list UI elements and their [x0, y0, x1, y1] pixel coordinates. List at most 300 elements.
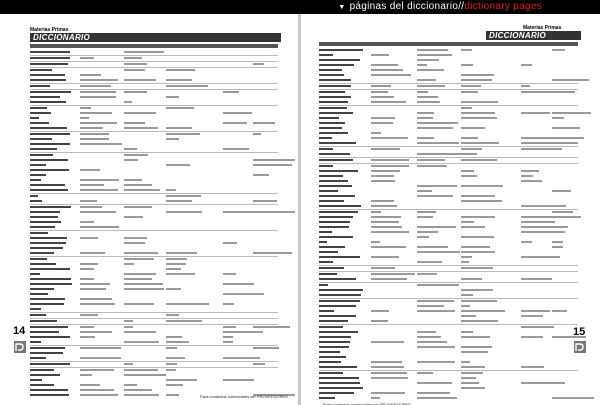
table-cell	[319, 175, 343, 177]
table-cell	[124, 320, 133, 322]
table-cell	[80, 336, 95, 338]
table-cell	[417, 382, 451, 384]
table-cell	[319, 137, 332, 139]
table-cell	[461, 320, 497, 322]
table-cell	[371, 69, 403, 71]
table-cell	[461, 315, 475, 317]
table-cell	[371, 159, 409, 161]
table-cell	[253, 363, 265, 365]
table-cell	[319, 387, 363, 389]
table-cell	[552, 91, 575, 93]
table-cell	[319, 85, 351, 87]
table-cell	[461, 361, 470, 363]
table-cell	[80, 122, 118, 124]
table-cell	[417, 85, 444, 87]
table-cell	[319, 331, 358, 333]
table-cell	[461, 200, 502, 202]
table-cell	[124, 384, 137, 386]
table-cell	[417, 69, 444, 71]
table-cell	[124, 79, 156, 81]
section-title-en: dictionary pages	[464, 1, 542, 12]
table-cell	[30, 117, 39, 119]
table-cell	[461, 159, 497, 161]
table-cell	[319, 190, 338, 192]
table-cell	[30, 303, 64, 305]
table-cell	[371, 122, 394, 124]
table-cell	[166, 133, 199, 135]
table-cell	[461, 278, 482, 280]
table-cell	[371, 200, 394, 202]
table-cell	[124, 331, 155, 333]
table-cell	[30, 357, 46, 359]
table-cell	[319, 397, 335, 399]
table-cell	[30, 283, 72, 285]
table-cell	[30, 91, 71, 93]
section-title-es: páginas del diccionario	[349, 1, 459, 12]
table-cell	[166, 189, 175, 191]
table-cell	[417, 284, 459, 286]
table-cell	[166, 379, 197, 381]
table-cell	[80, 369, 114, 371]
table-cell	[166, 263, 185, 265]
table-cell	[223, 242, 236, 244]
table-cell	[319, 336, 351, 338]
table-cell	[371, 241, 380, 243]
table-cell	[371, 273, 415, 275]
table-cell	[124, 258, 154, 260]
table-cell	[319, 356, 346, 358]
table-cell	[30, 159, 68, 161]
page-title: DICCIONARIO	[30, 33, 281, 42]
table-cell	[552, 216, 581, 218]
table-cell	[30, 384, 54, 386]
table-cell	[30, 107, 47, 109]
table-cell	[30, 326, 68, 328]
table-cell	[461, 170, 473, 172]
table-cell	[552, 117, 564, 119]
table-cell	[521, 241, 532, 243]
column-header-bar	[30, 44, 278, 48]
table-cell	[552, 310, 567, 312]
table-cell	[166, 85, 207, 87]
table-cell	[30, 232, 48, 234]
table-cell	[371, 175, 394, 177]
table-cell	[461, 377, 476, 379]
table-cell	[166, 79, 192, 81]
table-cell	[319, 346, 349, 348]
table-cell	[319, 195, 355, 197]
table-cell	[223, 341, 233, 343]
table-cell	[80, 133, 109, 135]
table-cell	[461, 251, 495, 253]
table-cell	[417, 54, 452, 56]
table-cell	[319, 315, 356, 317]
table-cell	[30, 226, 55, 228]
table-cell	[417, 397, 457, 399]
table-cell	[80, 384, 101, 386]
table-cell	[80, 127, 104, 129]
table-cell	[371, 310, 390, 312]
table-cell	[30, 101, 66, 103]
table-cell	[223, 148, 249, 150]
table-cell	[371, 278, 407, 280]
table-cell	[124, 288, 164, 290]
table-cell	[223, 211, 255, 213]
table-cell	[319, 392, 354, 394]
table-cell	[461, 148, 482, 150]
table-cell	[461, 112, 495, 114]
table-cell	[319, 294, 361, 296]
table-cell	[417, 261, 442, 263]
table-cell	[30, 331, 59, 333]
table-cell	[552, 137, 584, 139]
table-cell	[371, 96, 394, 98]
table-cell	[80, 303, 115, 305]
table-cell	[461, 117, 496, 119]
table-cell	[80, 200, 97, 202]
table-cell	[461, 64, 473, 66]
table-cell	[166, 347, 176, 349]
table-cell	[417, 236, 428, 238]
table-cell	[461, 216, 495, 218]
table-cell	[166, 258, 187, 260]
table-cell	[417, 273, 437, 275]
table-cell	[461, 195, 495, 197]
table-cell	[417, 185, 457, 187]
table-cell	[461, 153, 477, 155]
table-cell	[417, 79, 435, 81]
table-cell	[417, 101, 439, 103]
table-cell	[552, 127, 580, 129]
table-cell	[319, 91, 345, 93]
table-cell	[30, 51, 70, 53]
table-cell	[371, 372, 407, 374]
table-cell	[319, 226, 349, 228]
table-cell	[30, 308, 41, 310]
table-cell	[521, 221, 555, 223]
table-cell	[80, 179, 120, 181]
table-cell	[124, 374, 166, 376]
table-cell	[166, 384, 182, 386]
table-cell	[124, 206, 152, 208]
table-cell	[371, 74, 411, 76]
table-cell	[371, 341, 404, 343]
table-cell	[319, 273, 337, 275]
table-cell	[30, 85, 50, 87]
table-cell	[166, 252, 197, 254]
table-cell	[319, 300, 360, 302]
table-cell	[319, 320, 348, 322]
table-cell	[166, 200, 192, 202]
table-cell	[319, 310, 334, 312]
table-cell	[80, 226, 119, 228]
table-cell	[223, 331, 254, 333]
table-cell	[319, 148, 333, 150]
table-cell	[30, 352, 63, 354]
table-cell	[461, 294, 472, 296]
table-cell	[461, 256, 471, 258]
table-cell	[521, 310, 550, 312]
table-cell	[371, 101, 406, 103]
table-cell	[223, 91, 238, 93]
table-cell	[30, 189, 68, 191]
table-cell	[124, 91, 147, 93]
table-cell	[124, 237, 146, 239]
table-cell	[166, 357, 185, 359]
table-cell	[319, 122, 345, 124]
table-cell	[80, 331, 112, 333]
table-cell	[319, 79, 351, 81]
table-cell	[223, 336, 233, 338]
table-cell	[461, 236, 493, 238]
table-cell	[552, 49, 565, 51]
table-cell	[124, 63, 147, 65]
table-cell	[417, 310, 454, 312]
table-cell	[30, 63, 68, 65]
table-cell	[371, 132, 381, 134]
table-cell	[30, 96, 60, 98]
table-cell	[124, 389, 152, 391]
table-cell	[521, 256, 560, 258]
table-cell	[124, 51, 163, 53]
publisher-logo-icon	[574, 341, 586, 353]
table-cell	[371, 170, 400, 172]
table-cell	[461, 366, 485, 368]
table-cell	[124, 69, 145, 71]
table-cell	[80, 169, 101, 171]
table-cell	[80, 221, 95, 223]
table-cell	[30, 206, 71, 208]
table-cell	[319, 159, 353, 161]
table-cell	[371, 211, 381, 213]
table-cell	[319, 289, 363, 291]
triangle-down-icon: ▼	[338, 4, 346, 11]
table-cell	[80, 278, 94, 280]
table-cell	[30, 379, 42, 381]
table-cell	[417, 246, 448, 248]
table-cell	[319, 278, 356, 280]
table-cell	[371, 148, 400, 150]
table-cell	[521, 64, 532, 66]
table-cell	[417, 251, 460, 253]
table-cell	[552, 142, 578, 144]
table-cell	[417, 142, 459, 144]
table-cell	[417, 64, 426, 66]
table-cell	[319, 236, 353, 238]
table-cell	[166, 394, 178, 396]
table-cell	[461, 79, 491, 81]
table-cell	[30, 69, 52, 71]
table-cell	[80, 74, 102, 76]
table-cell	[80, 107, 91, 109]
table-cell	[30, 347, 65, 349]
table-cell	[371, 180, 395, 182]
table-cell	[461, 175, 476, 177]
table-cell	[124, 283, 163, 285]
table-cell	[521, 148, 562, 150]
table-cell	[80, 96, 116, 98]
table-cell	[253, 122, 275, 124]
dictionary-entries	[319, 48, 578, 401]
table-cell	[461, 221, 474, 223]
table-cell	[461, 226, 485, 228]
table-cell	[521, 326, 554, 328]
table-cell	[371, 85, 392, 87]
table-cell	[223, 122, 247, 124]
table-cell	[521, 382, 565, 384]
table-cell	[417, 137, 434, 139]
table-cell	[30, 122, 49, 124]
table-cell	[30, 174, 46, 176]
table-cell	[80, 263, 98, 265]
table-cell	[319, 326, 343, 328]
footer-note: Para contactos comerciales ver PROVEEDORES	[200, 394, 288, 399]
table-cell	[552, 246, 563, 248]
table-cell	[30, 273, 40, 275]
table-cell	[417, 231, 438, 233]
table-cell	[371, 216, 401, 218]
table-cell	[30, 143, 70, 145]
table-cell	[417, 117, 433, 119]
dictionary-entries	[30, 50, 278, 398]
table-cell	[80, 237, 99, 239]
table-cell	[80, 326, 95, 328]
table-cell	[521, 112, 550, 114]
table-cell	[521, 85, 530, 87]
table-cell	[80, 357, 121, 359]
table-cell	[30, 252, 54, 254]
brand-label: Materias Primas	[523, 25, 562, 31]
table-cell	[461, 305, 470, 307]
table-cell	[30, 336, 70, 338]
table-cell	[521, 175, 533, 177]
dictionary-section-header	[0, 0, 600, 14]
table-cell	[80, 211, 117, 213]
table-cell	[223, 326, 236, 328]
table-cell	[319, 200, 344, 202]
table-cell	[461, 91, 477, 93]
table-cell	[30, 74, 65, 76]
table-cell	[124, 148, 136, 150]
footer-note: Para contactos comerciales ver PROVEEDORES	[323, 402, 411, 405]
table-cell	[223, 379, 253, 381]
table-cell	[319, 96, 351, 98]
table-cell	[319, 185, 352, 187]
publisher-logo-icon	[14, 341, 26, 353]
table-cell	[461, 107, 471, 109]
table-cell	[30, 314, 46, 316]
table-cell	[166, 164, 189, 166]
table-cell	[166, 273, 195, 275]
table-cell	[80, 252, 105, 254]
table-cell	[30, 394, 69, 396]
table-cell	[124, 184, 151, 186]
table-cell	[319, 127, 342, 129]
table-cell	[80, 288, 106, 290]
table-cell	[417, 341, 447, 343]
table-cell	[30, 242, 66, 244]
table-cell	[371, 377, 408, 379]
table-cell	[371, 117, 396, 119]
table-cell	[319, 341, 350, 343]
table-cell	[319, 231, 332, 233]
brand-label: Materias Primas	[30, 27, 69, 33]
table-cell	[80, 91, 117, 93]
table-cell	[30, 369, 54, 371]
table-cell	[552, 112, 591, 114]
table-cell	[166, 69, 195, 71]
table-cell	[166, 369, 176, 371]
table-cell	[417, 190, 432, 192]
table-cell	[371, 320, 388, 322]
table-cell	[417, 91, 428, 93]
table-cell	[371, 91, 388, 93]
table-cell	[461, 300, 497, 302]
table-cell	[319, 64, 354, 66]
table-cell	[319, 211, 358, 213]
table-cell	[319, 107, 347, 109]
table-cell	[319, 361, 341, 363]
table-cell	[552, 79, 589, 81]
table-cell	[371, 366, 404, 368]
table-cell	[417, 336, 441, 338]
table-cell	[124, 159, 138, 161]
table-cell	[30, 258, 47, 260]
table-cell	[461, 336, 490, 338]
table-cell	[319, 382, 360, 384]
table-cell	[30, 112, 51, 114]
table-cell	[253, 63, 264, 65]
table-cell	[417, 305, 444, 307]
table-cell	[319, 49, 363, 51]
table-cell	[417, 96, 438, 98]
table-cell	[124, 363, 133, 365]
table-cell	[80, 283, 111, 285]
table-cell	[461, 267, 492, 269]
table-cell	[166, 127, 191, 129]
table-cell	[461, 185, 502, 187]
table-cell	[30, 320, 57, 322]
table-cell	[319, 170, 358, 172]
table-cell	[461, 261, 469, 263]
table-cell	[461, 137, 478, 139]
table-cell	[166, 211, 201, 213]
table-cell	[253, 159, 295, 161]
table-cell	[319, 205, 361, 207]
table-cell	[461, 310, 504, 312]
page-number: 15	[573, 326, 586, 338]
table-cell	[166, 314, 178, 316]
table-cell	[319, 284, 328, 286]
table-cell	[30, 127, 67, 129]
table-cell	[552, 205, 566, 207]
table-cell	[417, 122, 457, 124]
table-cell	[80, 268, 95, 270]
table-cell	[124, 369, 158, 371]
table-cell	[417, 153, 461, 155]
table-cell	[124, 326, 133, 328]
table-cell	[319, 366, 357, 368]
table-cell	[30, 341, 41, 343]
table-cell	[124, 154, 148, 156]
table-cell	[319, 54, 333, 56]
table-cell	[166, 96, 178, 98]
table-cell	[80, 138, 109, 140]
dictionary-page-left	[0, 14, 298, 405]
page-title: DICCIONARIO	[486, 31, 581, 40]
table-cell	[30, 278, 71, 280]
table-cell	[319, 221, 350, 223]
